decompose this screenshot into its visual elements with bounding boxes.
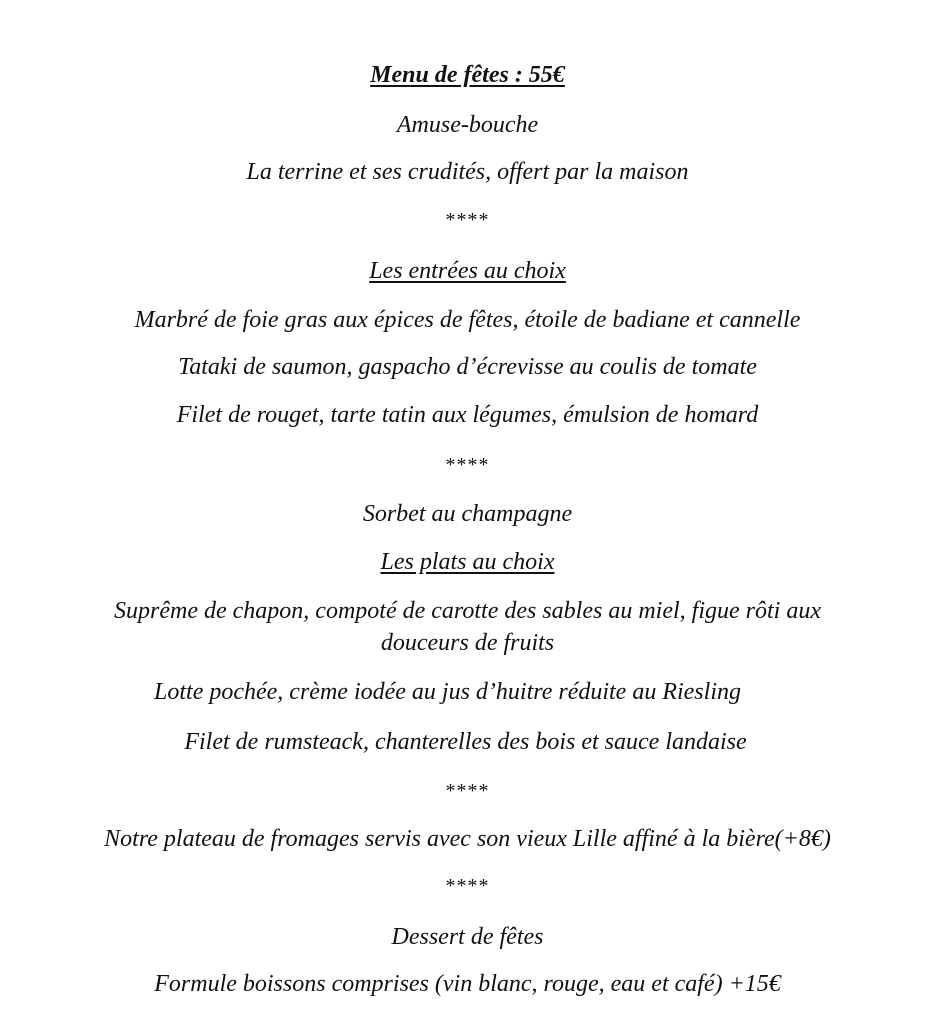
fromages-item: Notre plateau de fromages servis avec son vieux Lille affiné à la bière(+8€) [104, 826, 831, 852]
amuse-bouche-description: La terrine et ses crudités, offert par la maison [246, 159, 689, 185]
separator: **** [445, 209, 490, 231]
entree-item: Filet de rouget, tarte tatin aux légumes, émulsion de homard [176, 402, 759, 428]
amuse-bouche-title: Amuse-bouche [396, 112, 539, 138]
menu-title: Menu de fêtes : 55€ [370, 62, 565, 88]
plat-item: Suprême de chapon, compoté de carotte des sables au miel, figue rôti aux [114, 598, 821, 624]
plat-item: Filet de rumsteack, chanterelles des bois et sauce landaise [184, 729, 747, 755]
entrees-heading: Les entrées au choix [369, 258, 566, 284]
separator: **** [445, 454, 490, 476]
dessert-item: Dessert de fêtes [391, 924, 544, 950]
formule-boissons: Formule boissons comprises (vin blanc, rouge, eau et café) +15€ [154, 971, 781, 997]
separator: **** [445, 875, 490, 897]
plats-heading: Les plats au choix [380, 549, 555, 575]
plat-item-continuation: douceurs de fruits [380, 630, 555, 656]
plat-item: Lotte pochée, crème iodée au jus d’huitre réduite au Riesling [154, 679, 741, 705]
entree-item: Tataki de saumon, gaspacho d’écrevisse au coulis de tomate [178, 354, 757, 380]
entree-item: Marbré de foie gras aux épices de fêtes, étoile de badiane et cannelle [134, 307, 801, 333]
sorbet-item: Sorbet au champagne [362, 501, 573, 527]
separator: **** [445, 780, 490, 802]
